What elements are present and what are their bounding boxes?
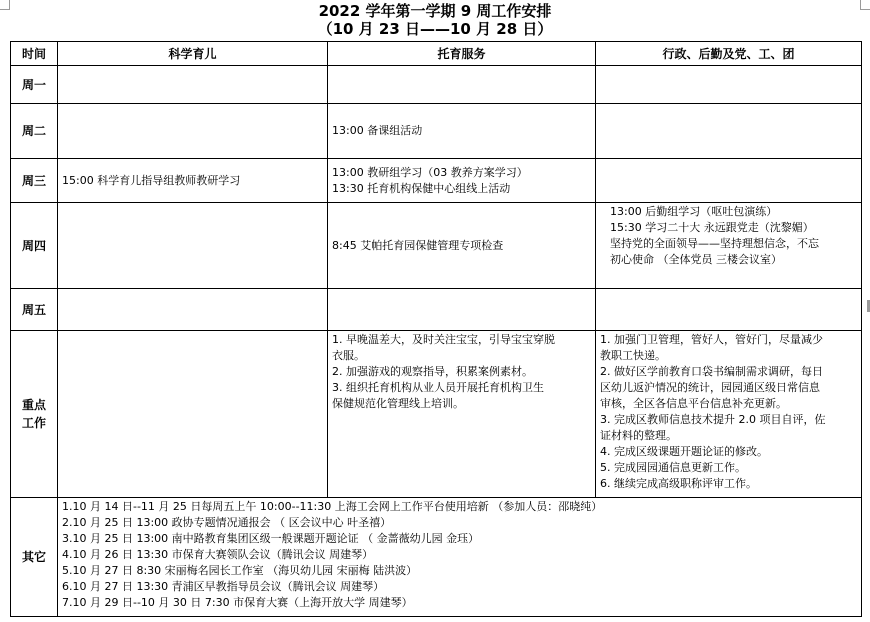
header-science: 科学育儿 bbox=[58, 42, 328, 66]
admin-line: 3. 完成区教师信息技术提升 2.0 项目自评，佐 bbox=[600, 413, 826, 426]
table-row bbox=[11, 289, 862, 331]
admin-line: 初心使命 （全体党员 三楼会议室） bbox=[610, 253, 782, 266]
day-label: 周四 bbox=[11, 203, 58, 289]
day-label: 周三 bbox=[11, 159, 58, 203]
admin-line: 审核，全区各信息平台信息补充更新。 bbox=[600, 397, 787, 410]
admin-line: 证材料的整理。 bbox=[600, 429, 677, 442]
document-subtitle: （10 月 23 日——10 月 28 日） bbox=[317, 20, 553, 38]
admin-cell bbox=[596, 104, 862, 159]
childcare-cell bbox=[328, 66, 596, 104]
admin-line: 区幼儿返沪情况的统计，园园通区级日常信息 bbox=[600, 381, 820, 394]
admin-line: 2. 做好区学前教育口袋书编制需求调研，每日 bbox=[600, 365, 823, 378]
other-item: 3.10 月 25 日 13:00 南中路教育集团区级一般课题开题论证 （ 金蔷薇幼儿园 金珏） bbox=[62, 532, 480, 545]
childcare-line: 保健规范化管理线上培训。 bbox=[332, 397, 464, 410]
admin-line: 教职工快递。 bbox=[600, 349, 666, 362]
day-label: 周五 bbox=[11, 289, 58, 331]
childcare-line: 13:00 教研组学习（03 教养方案学习） bbox=[332, 165, 528, 179]
header-row bbox=[11, 42, 862, 66]
other-item: 6.10 月 27 日 13:30 青浦区早教指导员会议（腾讯会议 周建琴） bbox=[62, 580, 385, 593]
science-cell bbox=[58, 203, 328, 289]
admin-cell bbox=[596, 331, 862, 498]
childcare-line: 2. 加强游戏的观察指导，积累案例素材。 bbox=[332, 365, 533, 378]
admin-line: 15:30 学习二十大 永远跟党走（沈黎媚） bbox=[610, 221, 814, 234]
admin-cell bbox=[596, 203, 862, 289]
admin-cell bbox=[596, 159, 862, 203]
table-row bbox=[11, 66, 862, 104]
childcare-line: 1. 早晚温差大，及时关注宝宝，引导宝宝穿脱 bbox=[332, 333, 555, 346]
admin-cell bbox=[596, 289, 862, 331]
other-item: 5.10 月 27 日 8:30 宋丽梅名园长工作室 （海贝幼儿园 宋丽梅 陆洪波） bbox=[62, 564, 418, 577]
focus-label-line: 工作 bbox=[21, 416, 46, 430]
day-label: 周一 bbox=[11, 66, 58, 104]
header-childcare: 托育服务 bbox=[328, 42, 596, 66]
childcare-cell: 13:00 备课组活动 bbox=[328, 104, 596, 159]
other-item: 4.10 月 26 日 13:30 市保育大赛领队会议（腾讯会议 周建琴） bbox=[62, 548, 374, 561]
focus-label-line: 重点 bbox=[21, 398, 46, 412]
childcare-cell bbox=[328, 289, 596, 331]
childcare-cell: 8:45 艾帕托育园保健管理专项检查 bbox=[328, 203, 596, 289]
admin-line: 13:00 后勤组学习（呕吐包演练） bbox=[610, 205, 778, 218]
childcare-line: 13:30 托育机构保健中心组线上活动 bbox=[332, 181, 511, 195]
childcare-cell bbox=[328, 331, 596, 498]
admin-line: 坚持党的全面领导——坚持理想信念，不忘 bbox=[610, 237, 819, 250]
table-row bbox=[11, 159, 862, 203]
document-title: 2022 学年第一学期 9 周工作安排 bbox=[318, 2, 552, 20]
childcare-line: 衣服。 bbox=[332, 349, 365, 362]
childcare-line: 3. 组织托育机构从业人员开展托育机构卫生 bbox=[332, 381, 544, 394]
day-label: 周二 bbox=[11, 104, 58, 159]
science-cell bbox=[58, 289, 328, 331]
childcare-cell bbox=[328, 159, 596, 203]
table-row bbox=[11, 203, 862, 289]
day-label bbox=[11, 331, 58, 498]
admin-line: 5. 完成园园通信息更新工作。 bbox=[600, 461, 746, 474]
other-item: 2.10 月 25 日 13:00 政协专题情况通报会 （ 区会议中心 叶圣禧） bbox=[62, 516, 392, 529]
admin-line: 6. 继续完成高级职称评审工作。 bbox=[600, 477, 757, 490]
table-row bbox=[11, 498, 862, 617]
science-cell: 15:00 科学育儿指导组教师教研学习 bbox=[58, 159, 328, 203]
science-cell bbox=[58, 66, 328, 104]
day-label: 其它 bbox=[11, 498, 58, 617]
header-admin: 行政、后勤及党、工、团 bbox=[596, 42, 862, 66]
other-items-cell bbox=[58, 498, 862, 617]
admin-line: 1. 加强门卫管理，管好人，管好门，尽量减少 bbox=[600, 333, 823, 346]
other-item: 7.10 月 29 日--10 月 30 日 7:30 市保育大赛（上海开放大学 周建琴） bbox=[62, 596, 413, 609]
header-time: 时间 bbox=[11, 42, 58, 66]
table-row bbox=[11, 331, 862, 498]
science-cell bbox=[58, 104, 328, 159]
admin-cell bbox=[596, 66, 862, 104]
schedule-table bbox=[10, 41, 862, 617]
admin-line: 4. 完成区级课题开题论证的修改。 bbox=[600, 445, 768, 458]
table-row bbox=[11, 104, 862, 159]
other-item: 1.10 月 14 日--11 月 25 日每周五上午 10:00--11:30 上海工会网上工作平台使用培新 （参加人员：邵晓纯） bbox=[62, 500, 603, 513]
science-cell bbox=[58, 331, 328, 498]
